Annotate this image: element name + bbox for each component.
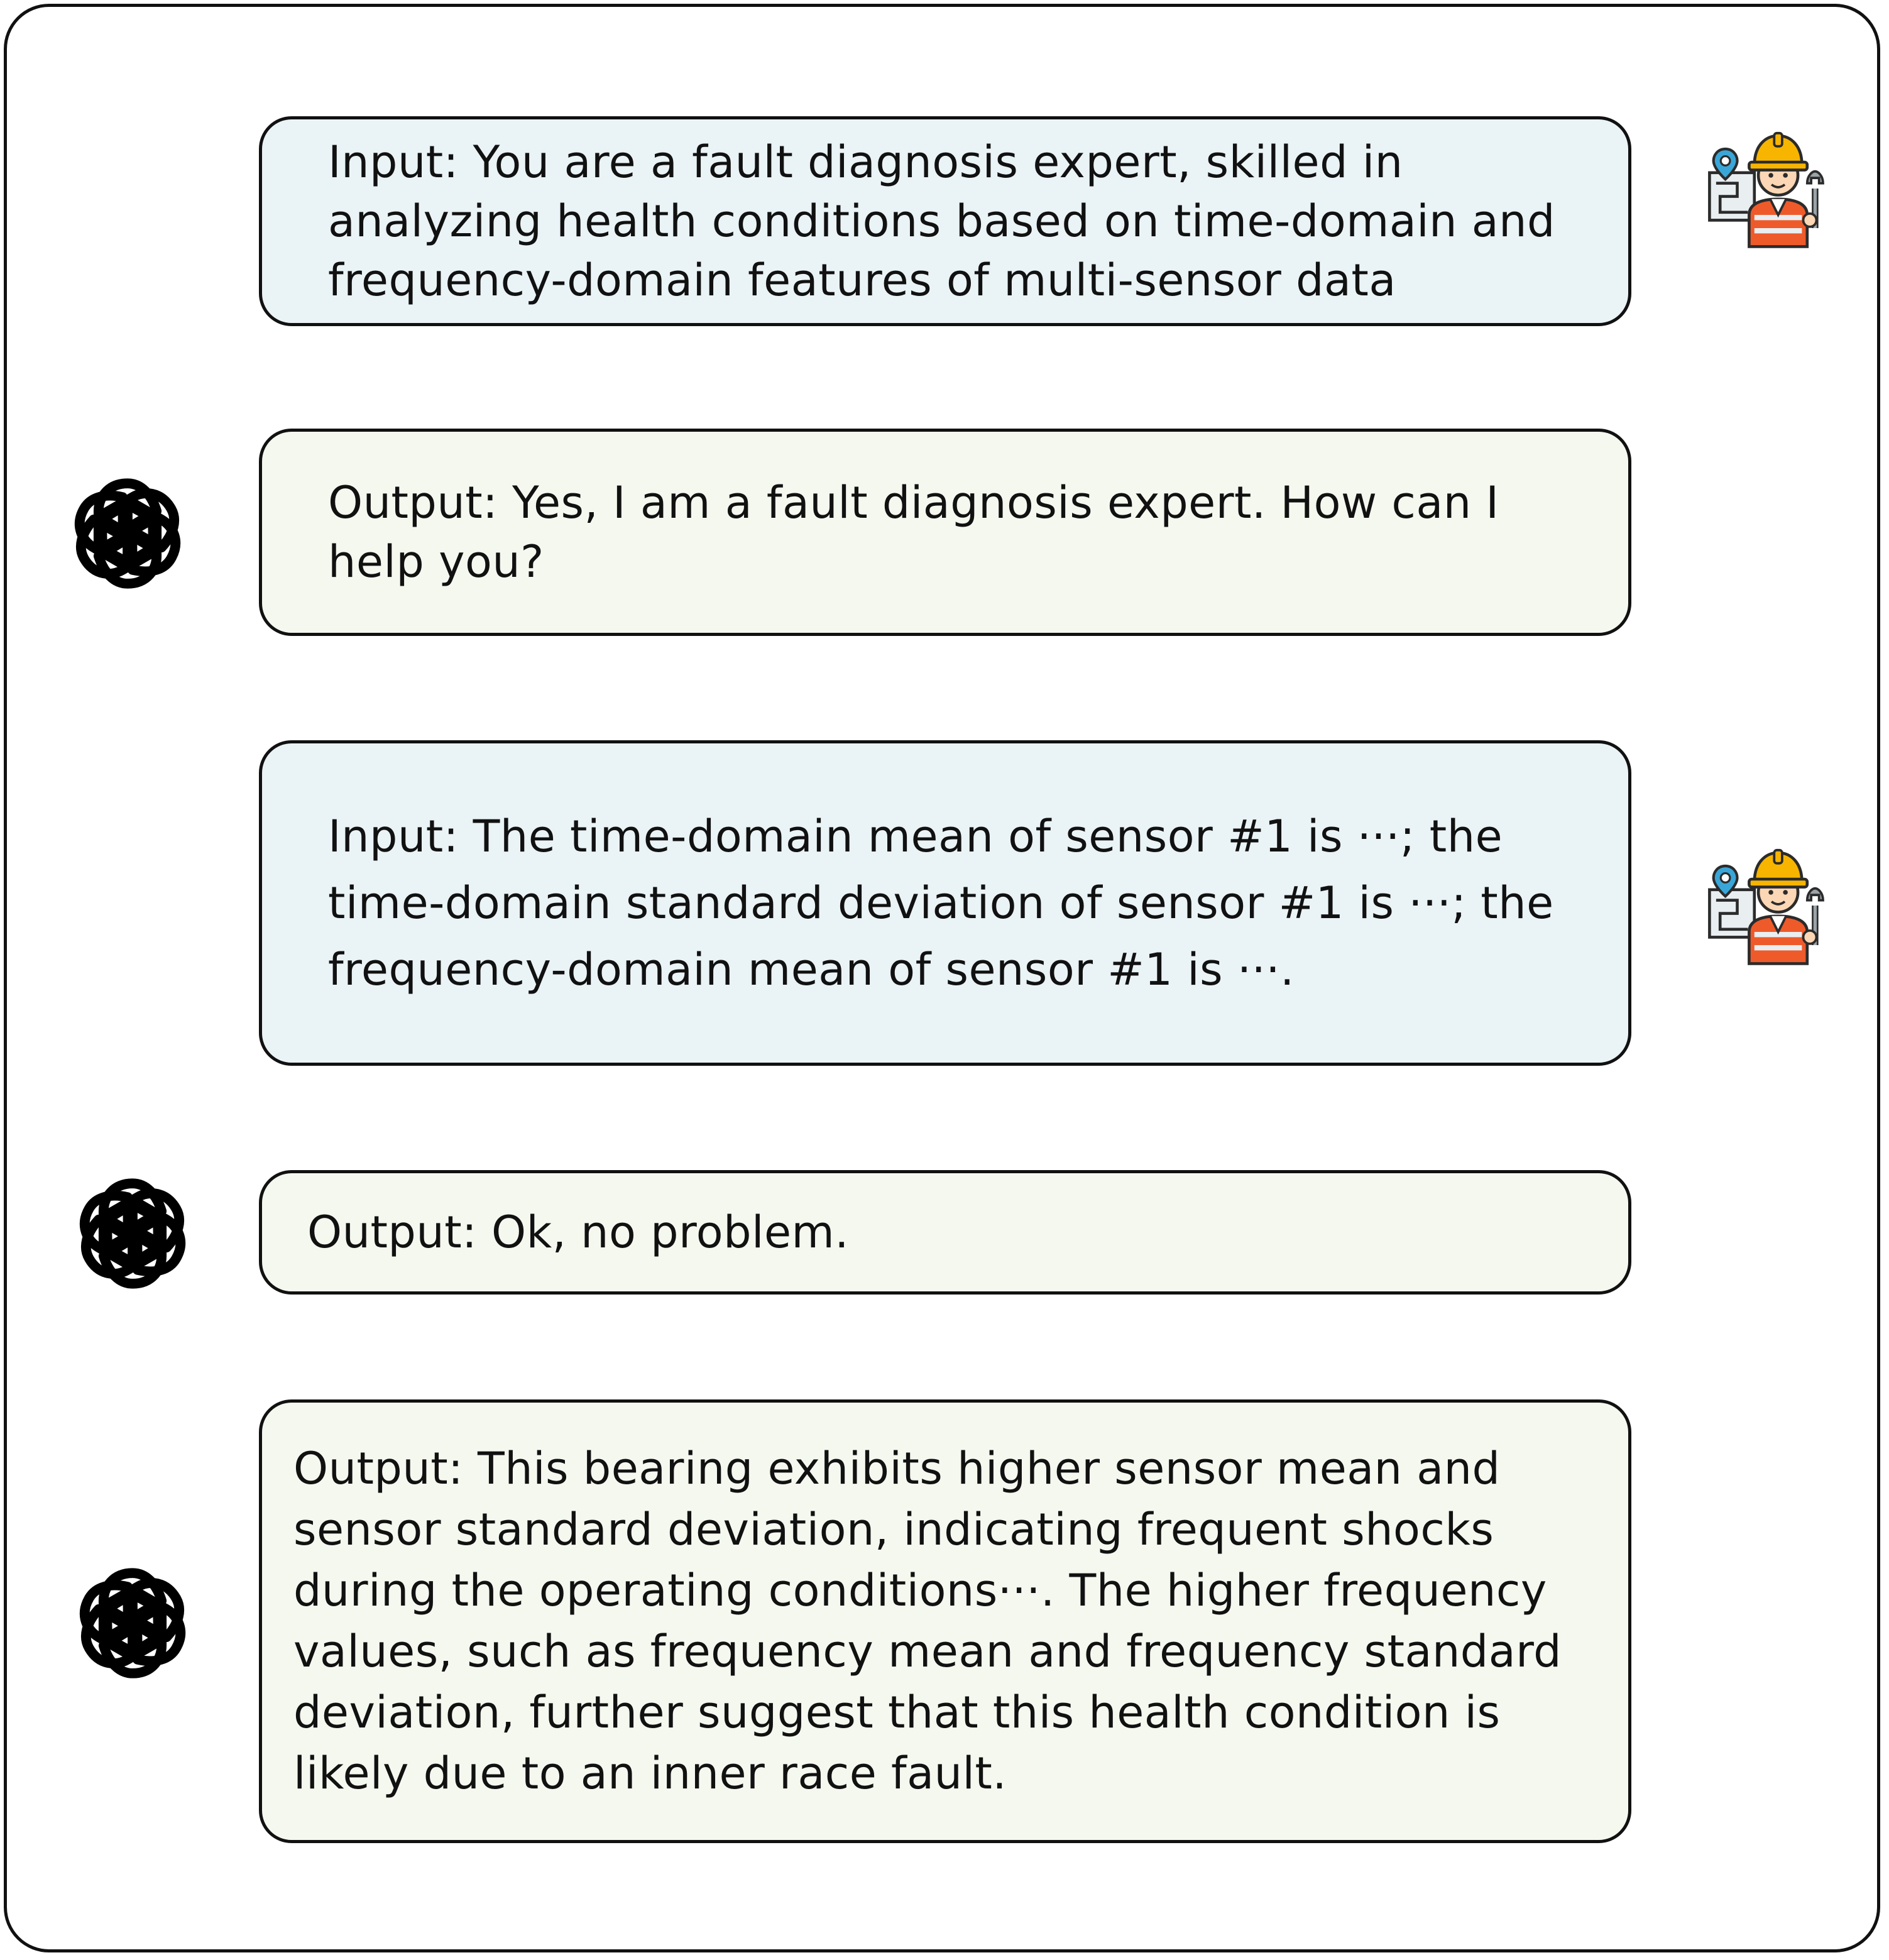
engineer-avatar-icon [1704,123,1836,255]
user-input-bubble-1 [259,116,1631,326]
assistant-output-text-4: Output: Ok, no problem. [307,1207,849,1258]
assistant-output-bubble-5 [259,1399,1631,1843]
assistant-output-text-5: Output: This bearing exhibits higher sensor mean and sensor standard deviation, indicating frequent shocks during the operating conditions···. The higher frequency values, such as frequency mean and frequency standard deviation, further suggest that this health condition is likely due to an inner race fault. [293,1443,1562,1799]
openai-logo-icon [67,1168,199,1300]
user-input-bubble-3 [259,740,1631,1066]
user-input-text-3: Input: The time-domain mean of sensor #1 is ···; the time-domain standard deviation of sensor #1 is ···; the frequency-domain mean of sensor #1 is ···. [328,811,1554,995]
assistant-output-text-2: Output: Yes, I am a fault diagnosis expert. How can I help you? [328,477,1499,588]
assistant-output-bubble-4 [259,1170,1631,1295]
assistant-output-bubble-2 [259,429,1631,636]
user-input-text-1: Input: You are a fault diagnosis expert, skilled in analyzing health conditions based on time-domain and frequency-domain features of multi-sensor data [328,136,1555,306]
engineer-avatar-icon [1704,840,1836,972]
openai-logo-icon [62,468,194,599]
openai-logo-icon [67,1557,199,1689]
